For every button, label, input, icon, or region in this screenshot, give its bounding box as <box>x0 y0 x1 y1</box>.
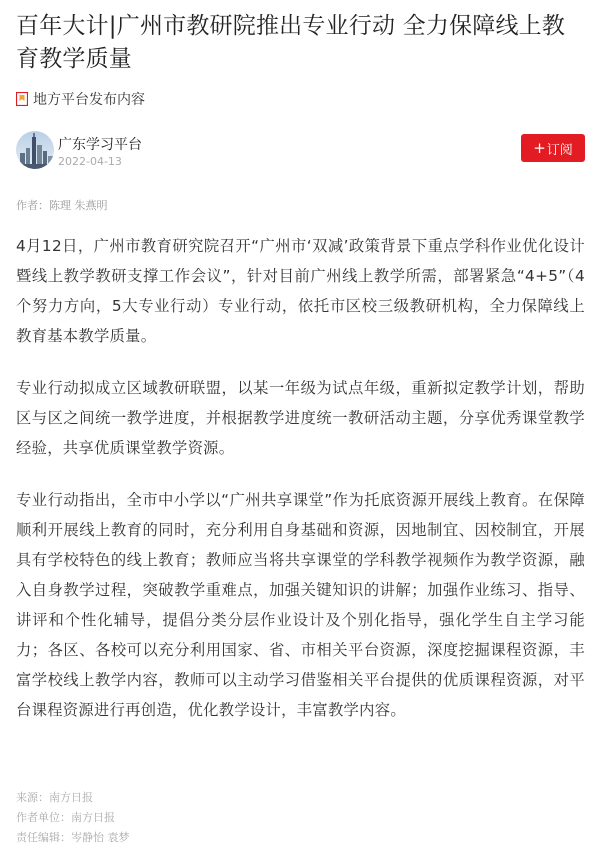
article-paragraph: 专业行动拟成立区域教研联盟，以某一年级为试点年级，重新拟定教学计划，帮助区与区之间统一教学进度，并根据教学进度统一教研活动主题，分享优秀课堂教学经验，共享优质课堂教学资源。 <box>16 379 585 457</box>
byline: 作者：陈理 朱燕明 <box>16 199 108 212</box>
source-header <box>16 131 585 171</box>
footer-origin: 来源：南方日报 <box>16 791 93 804</box>
subscribe-label: 订阅 <box>546 142 573 158</box>
article-paragraph: 4月12日，广州市教育研究院召开“广州市‘双减’政策背景下重点学科作业优化设计暨线上教学教研支撑工作会议”，针对目前广州线上教学所需，部署紧急“4+5”（4个努力方向，5大专业行动）专业行动，依托市区校三级教研机构，全力保障线上教育基本教学质量。 <box>16 237 585 345</box>
source-avatar-image <box>16 131 54 169</box>
footer-editor: 责任编辑：岑静怡 袁梦 <box>16 831 130 844</box>
footer-author-unit: 作者单位：南方日报 <box>16 811 115 824</box>
article-title: 百年大计|广州市教研院推出专业行动 全力保障线上教育教学质量 <box>16 13 566 72</box>
avatar[interactable] <box>16 131 54 169</box>
plus-icon: + <box>533 138 546 157</box>
bookmark-icon <box>16 92 28 106</box>
subscribe-button[interactable] <box>521 134 585 162</box>
platform-tag-label: 地方平台发布内容 <box>33 92 145 108</box>
source-name[interactable]: 广东学习平台 <box>58 137 142 153</box>
article-body <box>16 231 585 725</box>
article-footer <box>16 788 130 848</box>
article-paragraph: 专业行动指出，全市中小学以“广州共享课堂”作为托底资源开展线上教育。在保障顺利开展线上教育的同时，充分利用自身基础和资源，因地制宜、因校制宜，开展具有学校特色的线上教育；教师应当将共享课堂的学科教学视频作为教学资源，融入自身教学过程，突破教学重难点，加强关键知识的讲解；加强作业练习、指导、讲评和个性化辅导，提倡分类分层作业设计及个别化指导，强化学生自主学习能力；各区、各校可以充分利用国家、省、市相关平台资源，深度挖掘课程资源，丰富学校线上教学内容，教师可以主动学习借鉴相关平台提供的优质课程资源，对平台课程资源进行再创造，优化教学设计，丰富教学内容。 <box>16 491 585 719</box>
platform-tag <box>16 89 585 109</box>
publish-date: 2022-04-13 <box>58 155 122 168</box>
